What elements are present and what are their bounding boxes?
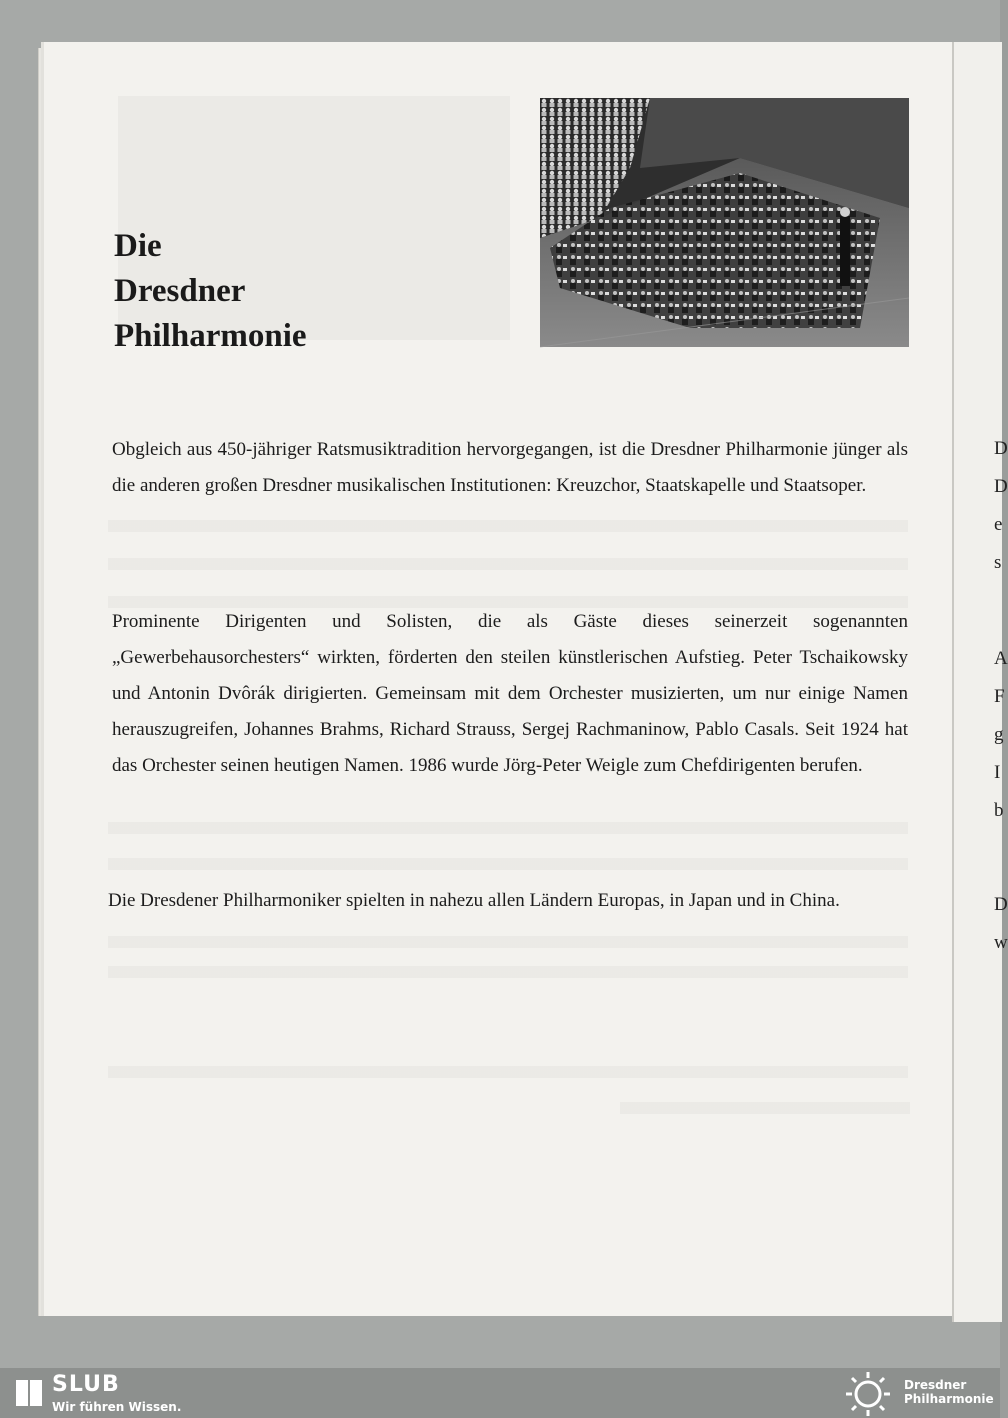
bleed-through-text <box>108 936 908 948</box>
next-page-char: w <box>994 932 1008 953</box>
title-line: Philharmonie <box>114 318 307 354</box>
slub-logo-icon <box>14 1376 46 1410</box>
bleed-through-text <box>108 966 908 978</box>
next-page-char: b <box>994 800 1004 821</box>
next-page-char: A <box>994 648 1008 669</box>
partner-name-line: Philharmonie <box>904 1392 994 1406</box>
next-page-char: F <box>994 686 1005 707</box>
viewer-footer <box>0 1368 1000 1418</box>
paragraph-history: Prominente Dirigenten und Solisten, die als Gäste dieses seinerzeit sogenannten „Gewerbehausorchesters“ wirkten, förderten den steilen künstlerischen Aufstieg. Peter Tschaikowsky und Antonin Dvôrák dirigierten. Gemeinsam mit dem Orchester musizierten, um nur einige Namen herauszugreifen, Johannes Brahms, Richard Strauss, Sergej Rachmaninow, Pablo Casals. Seit 1924 hat das Orchester seinen heutigen Namen. 1986 wurde Jörg-Peter Weigle zum Chefdirigenten berufen. <box>112 611 908 776</box>
bleed-through-text <box>108 1066 908 1078</box>
title-line: Dresdner <box>114 273 246 309</box>
orchestra-photo-graphic <box>540 98 909 347</box>
next-page-char: D <box>994 476 1008 497</box>
next-page-char: e <box>994 514 1003 535</box>
library-tagline: Wir führen Wissen. <box>52 1400 182 1414</box>
paragraph-intro: Obgleich aus 450-jähriger Ratsmusiktradition hervorgegangen, ist die Dresdner Philharmonie jünger als die anderen großen Dresdner musikalischen Institutionen: Kreuzchor, Staatskapelle und Staatsoper. <box>112 439 908 496</box>
bleed-through-text <box>108 520 908 532</box>
partner-name <box>904 1378 994 1406</box>
title-line: Die <box>114 228 162 264</box>
orchestra-photo <box>540 98 909 347</box>
bleed-through-text <box>620 1102 910 1114</box>
bleed-through-text <box>108 558 908 570</box>
paragraph-tours: Die Dresdener Philharmoniker spielten in nahezu allen Ländern Europas, in Japan und in China. <box>108 890 840 911</box>
next-page-edge <box>952 42 1008 1322</box>
next-page-char: D <box>994 894 1008 915</box>
bleed-through-text <box>108 858 908 870</box>
dresdner-philharmonie-logo-icon <box>842 1368 896 1418</box>
page-title <box>114 224 307 359</box>
bleed-through-text <box>108 822 908 834</box>
next-page-char: g <box>994 724 1004 745</box>
next-page-char: s <box>994 552 1002 573</box>
next-page-char: I <box>994 762 1001 783</box>
library-name: SLUB <box>52 1372 120 1397</box>
next-page-char: D <box>994 438 1008 459</box>
partner-name-line: Dresdner <box>904 1378 967 1392</box>
